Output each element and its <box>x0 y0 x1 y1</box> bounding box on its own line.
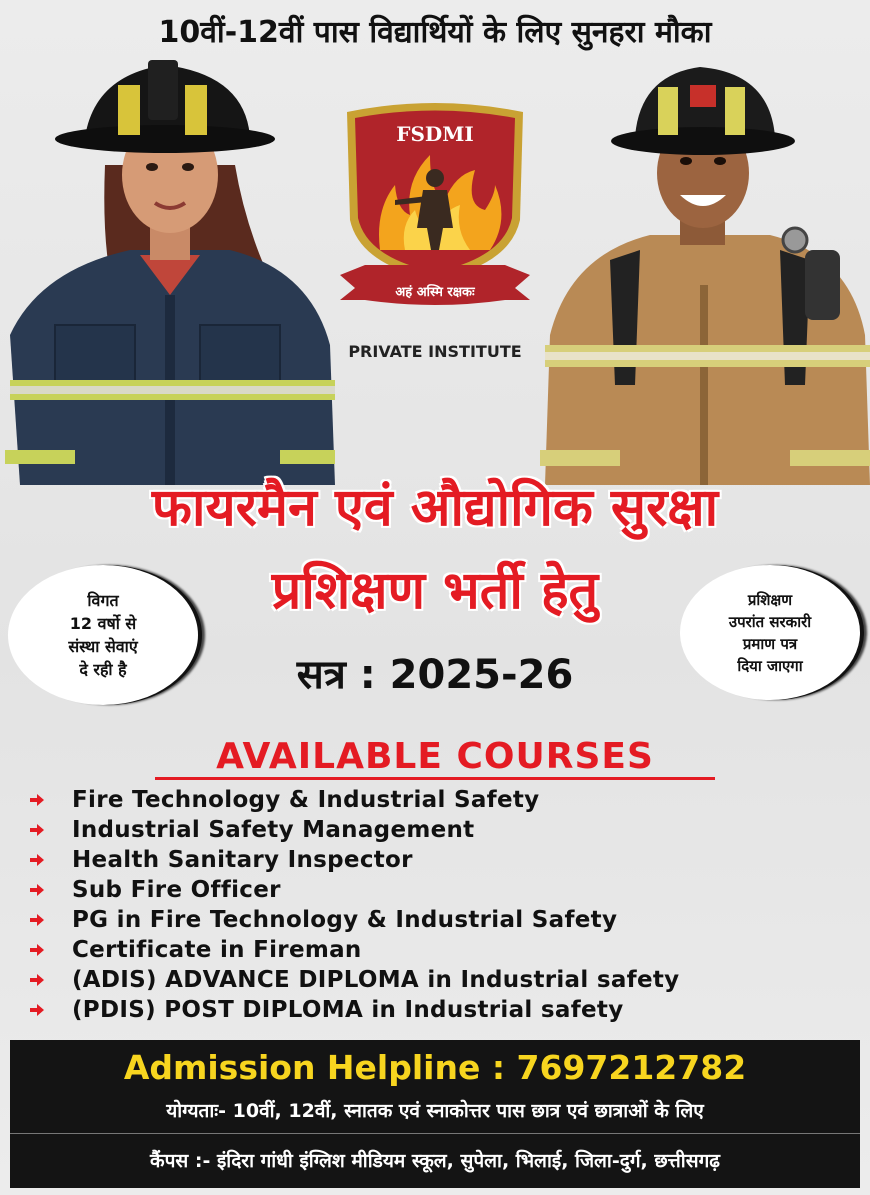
arrow-right-icon <box>30 935 58 965</box>
admission-helpline: Admission Helpline : 7697212782 <box>123 1048 747 1087</box>
course-label: Industrial Safety Management <box>72 817 475 843</box>
badge-line: प्रमाण पत्र <box>742 634 798 653</box>
badge-line: संस्था सेवाएं <box>68 637 138 656</box>
arrow-right-icon <box>30 785 58 815</box>
firefighter-female-image <box>0 55 340 485</box>
arrow-right-icon <box>30 995 58 1025</box>
private-institute-label: PRIVATE INSTITUTE <box>348 342 522 361</box>
badge-line: दिया जाएगा <box>737 656 803 675</box>
course-label: (PDIS) POST DIPLOMA in Industrial safety <box>72 997 624 1023</box>
experience-badge <box>8 565 198 705</box>
badge-line: प्रशिक्षण <box>747 590 793 609</box>
arrow-right-icon <box>30 965 58 995</box>
badge-line: उपरांत सरकारी <box>728 612 812 631</box>
campus-address: कैंपस :- इंदिरा गांधी इंग्लिश मीडियम स्कूल, सुपेला, भिलाई, जिला-दुर्ग, छत्तीसगढ़ <box>150 1150 720 1172</box>
eligibility-text: योग्यताः- 10वीं, 12वीं, स्नातक एवं स्नाकोत्तर पास छात्र एवं छात्राओं के लिए <box>166 1100 704 1122</box>
badge-line: विगत <box>87 591 119 610</box>
footer-divider <box>10 1133 860 1134</box>
badge-line: 12 वर्षो से <box>69 614 137 633</box>
headline-line-2: प्रशिक्षण भर्ती हेतु <box>271 561 599 621</box>
course-label: Health Sanitary Inspector <box>72 847 413 873</box>
arrow-right-icon <box>30 815 58 845</box>
firefighter-male-image <box>540 55 870 485</box>
course-item <box>30 905 860 935</box>
fsdmi-shield-logo <box>335 100 535 315</box>
course-label: PG in Fire Technology & Industrial Safety <box>72 907 618 933</box>
course-item <box>30 935 860 965</box>
logo-motto: अहं अस्मि रक्षकः <box>395 285 475 300</box>
headline-line-1: फायरमैन एवं औद्योगिक सुरक्षा <box>151 478 719 538</box>
arrow-right-icon <box>30 905 58 935</box>
course-label: Certificate in Fireman <box>72 937 362 963</box>
courses-heading: AVAILABLE COURSES <box>155 737 715 780</box>
badge-line: दे रही है <box>79 660 127 679</box>
footer-bar <box>10 1040 860 1188</box>
course-label: (ADIS) ADVANCE DIPLOMA in Industrial safety <box>72 967 680 993</box>
session-label: सत्र : 2025-26 <box>296 652 574 698</box>
course-item <box>30 875 860 905</box>
course-list <box>30 785 860 1025</box>
course-item <box>30 815 860 845</box>
arrow-right-icon <box>30 845 58 875</box>
page-title: 10वीं-12वीं पास विद्यार्थियों के लिए सुनहरा मौका <box>158 15 712 50</box>
course-item <box>30 785 860 815</box>
course-item <box>30 965 860 995</box>
course-item <box>30 845 860 875</box>
arrow-right-icon <box>30 875 58 905</box>
certificate-badge <box>680 565 860 700</box>
course-label: Fire Technology & Industrial Safety <box>72 787 540 813</box>
course-item <box>30 995 860 1025</box>
course-label: Sub Fire Officer <box>72 877 281 903</box>
logo-name: FSDMI <box>396 122 474 146</box>
